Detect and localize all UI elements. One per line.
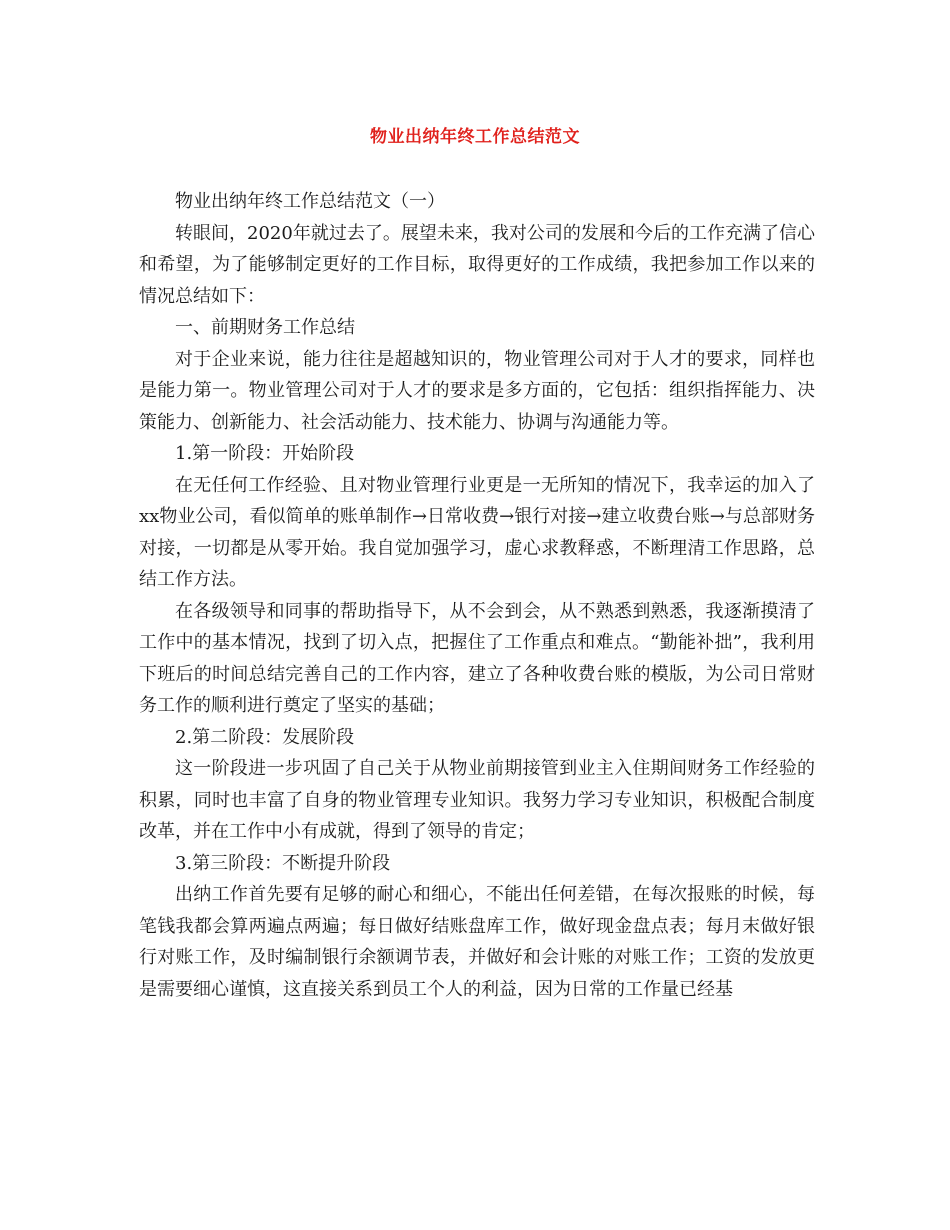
paragraph-stage-1b: 在各级领导和同事的帮助指导下，从不会到会，从不熟悉到熟悉，我逐渐摸清了工作中的基本情况，找到了切入点，把握住了工作重点和难点。“勤能补拙”，我利用下班后的时间总结完善自己的工作内容，建立了各种收费台账的模版，为公司日常财务工作的顺利进行奠定了坚实的基础； — [139, 600, 815, 716]
paragraph-stage-2: 这一阶段进一步巩固了自己关于从物业前期接管到业主入住期间财务工作经验的积累，同时也丰富了自身的物业管理专业知识。我努力学习专业知识，积极配合制度改革，并在工作中小有成就，得到了领导的肯定； — [139, 758, 815, 842]
stage-heading-3: 3.第三阶段：不断提升阶段 — [175, 852, 391, 874]
document-title: 物业出纳年终工作总结范文 — [370, 127, 580, 147]
paragraph-stage-3: 出纳工作首先要有足够的耐心和细心，不能出任何差错，在每次报账的时候，每笔钱我都会算两遍点两遍；每日做好结账盘库工作，做好现金盘点表；每月末做好银行对账工作，及时编制银行余额调节表，并做好和会计账的对账工作；工资的发放更是需要细心谨慎，这直接关系到员工个人的利益，因为日常的工作量已经基 — [139, 884, 815, 1000]
section-heading-1: 一、前期财务工作总结 — [175, 317, 355, 338]
paragraph-ability: 对于企业来说，能力往往是超越知识的，物业管理公司对于人才的要求，同样也是能力第一。物业管理公司对于人才的要求是多方面的，它包括：组织指挥能力、决策能力、创新能力、社会活动能力、技术能力、协调与沟通能力等。 — [139, 348, 815, 433]
paragraph-subtitle: 物业出纳年终工作总结范文（一） — [175, 191, 445, 212]
paragraph-intro: 转眼间，2020年就过去了。展望未来，我对公司的发展和今后的工作充满了信心和希望，为了能够制定更好的工作目标，取得更好的工作成绩，我把参加工作以来的情况总结如下： — [139, 222, 815, 307]
stage-heading-1: 1.第一阶段：开始阶段 — [175, 443, 355, 464]
stage-heading-2: 2.第二阶段：发展阶段 — [175, 726, 355, 748]
document-body — [139, 186, 815, 1005]
paragraph-stage-1a: 在无任何工作经验、且对物业管理行业更是一无所知的情况下，我幸运的加入了xx物业公司，看似简单的账单制作→日常收费→银行对接→建立收费台账→与总部财务对接，一切都是从零开始。我自觉加强学习，虚心求教释惑，不断理清工作思路，总结工作方法。 — [139, 474, 815, 590]
